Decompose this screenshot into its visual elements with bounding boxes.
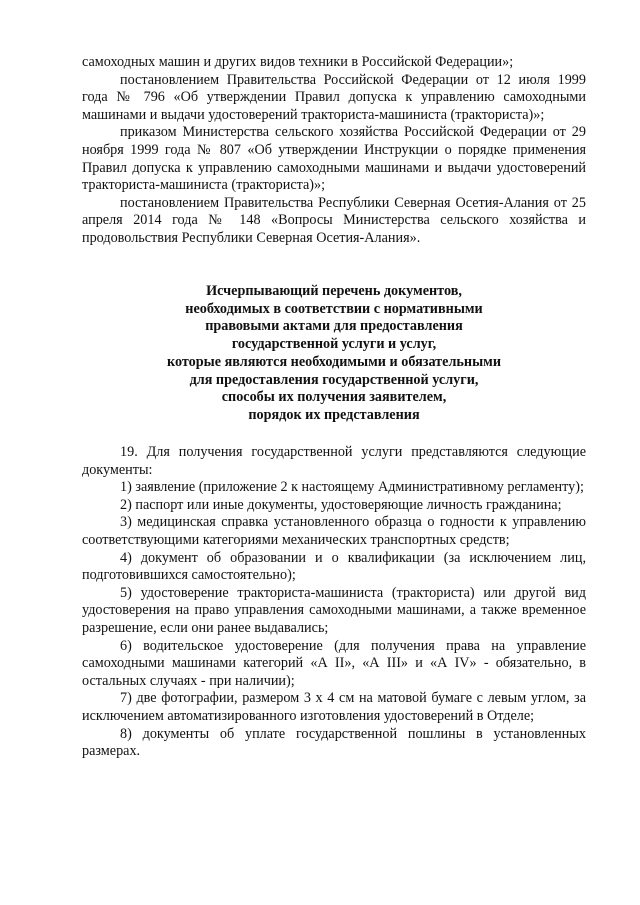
documents-lead: 19. Для получения государственной услуги представляются следующие документы: — [82, 444, 586, 478]
document-item: 4) документ об образовании и о квалификации (за исключением лиц, подготовившихся самостоятельно); — [82, 549, 586, 584]
legal-basis-item: приказом Министерства сельского хозяйства Российской Федерации от 29 ноября 1999 года № 807 «Об утверждении Инструкции о порядке применения Правил допуска к управлению самоходными машинами и выдачи удостоверений тракториста-машиниста (тракториста)»; — [82, 124, 586, 194]
legal-basis-continuation: самоходных машин и других видов техники в Российской Федерации»; — [82, 54, 514, 70]
document-item: 6) водительское удостоверение (для получения права на управление самоходными машинами категорий «А II», «А III» и «А IV» - обязательно, в остальных случаях - при наличии); — [82, 637, 586, 689]
legal-basis-item: постановлением Правительства Республики Северная Осетия-Алания от 25 апреля 2014 года № 148 «Вопросы Министерства сельского хозяйства и продовольствия Республики Северная Осетия-Алания». — [82, 194, 586, 246]
required-documents — [82, 444, 586, 761]
section-heading-line: способы их получения заявителем, — [221, 389, 447, 406]
document-item: 3) медицинская справка установленного образца о годности к управлению соответствующими категориями механических транспортных средств; — [82, 514, 586, 548]
legal-basis-item: постановлением Правительства Российской Федерации от 12 июля 1999 года № 796 «Об утверждении Правил допуска к управлению самоходными машинами и выдачи удостоверений тракториста-машиниста (тракториста)»; — [82, 71, 586, 123]
document-item: 5) удостоверение тракториста-машиниста (тракториста) или другой вид удостоверения на право управления самоходными машинами, а также временное разрешение, если они ранее выдавались; — [82, 584, 586, 636]
document-item: 7) две фотографии, размером 3 х 4 см на матовой бумаге с левым углом, за исключением автоматизированного изготовления удостоверений в Отделе; — [82, 690, 586, 724]
section-heading-line: порядок их представления — [248, 406, 420, 423]
section-heading-line: необходимых в соответствии с нормативными — [185, 300, 483, 317]
section-heading-line: Исчерпывающий перечень документов, — [206, 283, 462, 299]
document-item: 8) документы об уплате государственной пошлины в установленных размерах. — [82, 725, 586, 760]
document-item: 2) паспорт или иные документы, удостоверяющие личность гражданина; — [120, 496, 562, 513]
legal-basis-list — [82, 54, 586, 248]
section-heading-line: которые являются необходимыми и обязательными — [167, 353, 501, 370]
section-heading-line: правовыми актами для предоставления — [205, 318, 463, 335]
section-heading-line: для предоставления государственной услуги, — [189, 371, 479, 388]
section-heading — [82, 283, 586, 425]
section-heading-line: государственной услуги и услуг, — [231, 336, 437, 353]
document-item: 1) заявление (приложение 2 к настоящему Административному регламенту); — [120, 479, 584, 496]
